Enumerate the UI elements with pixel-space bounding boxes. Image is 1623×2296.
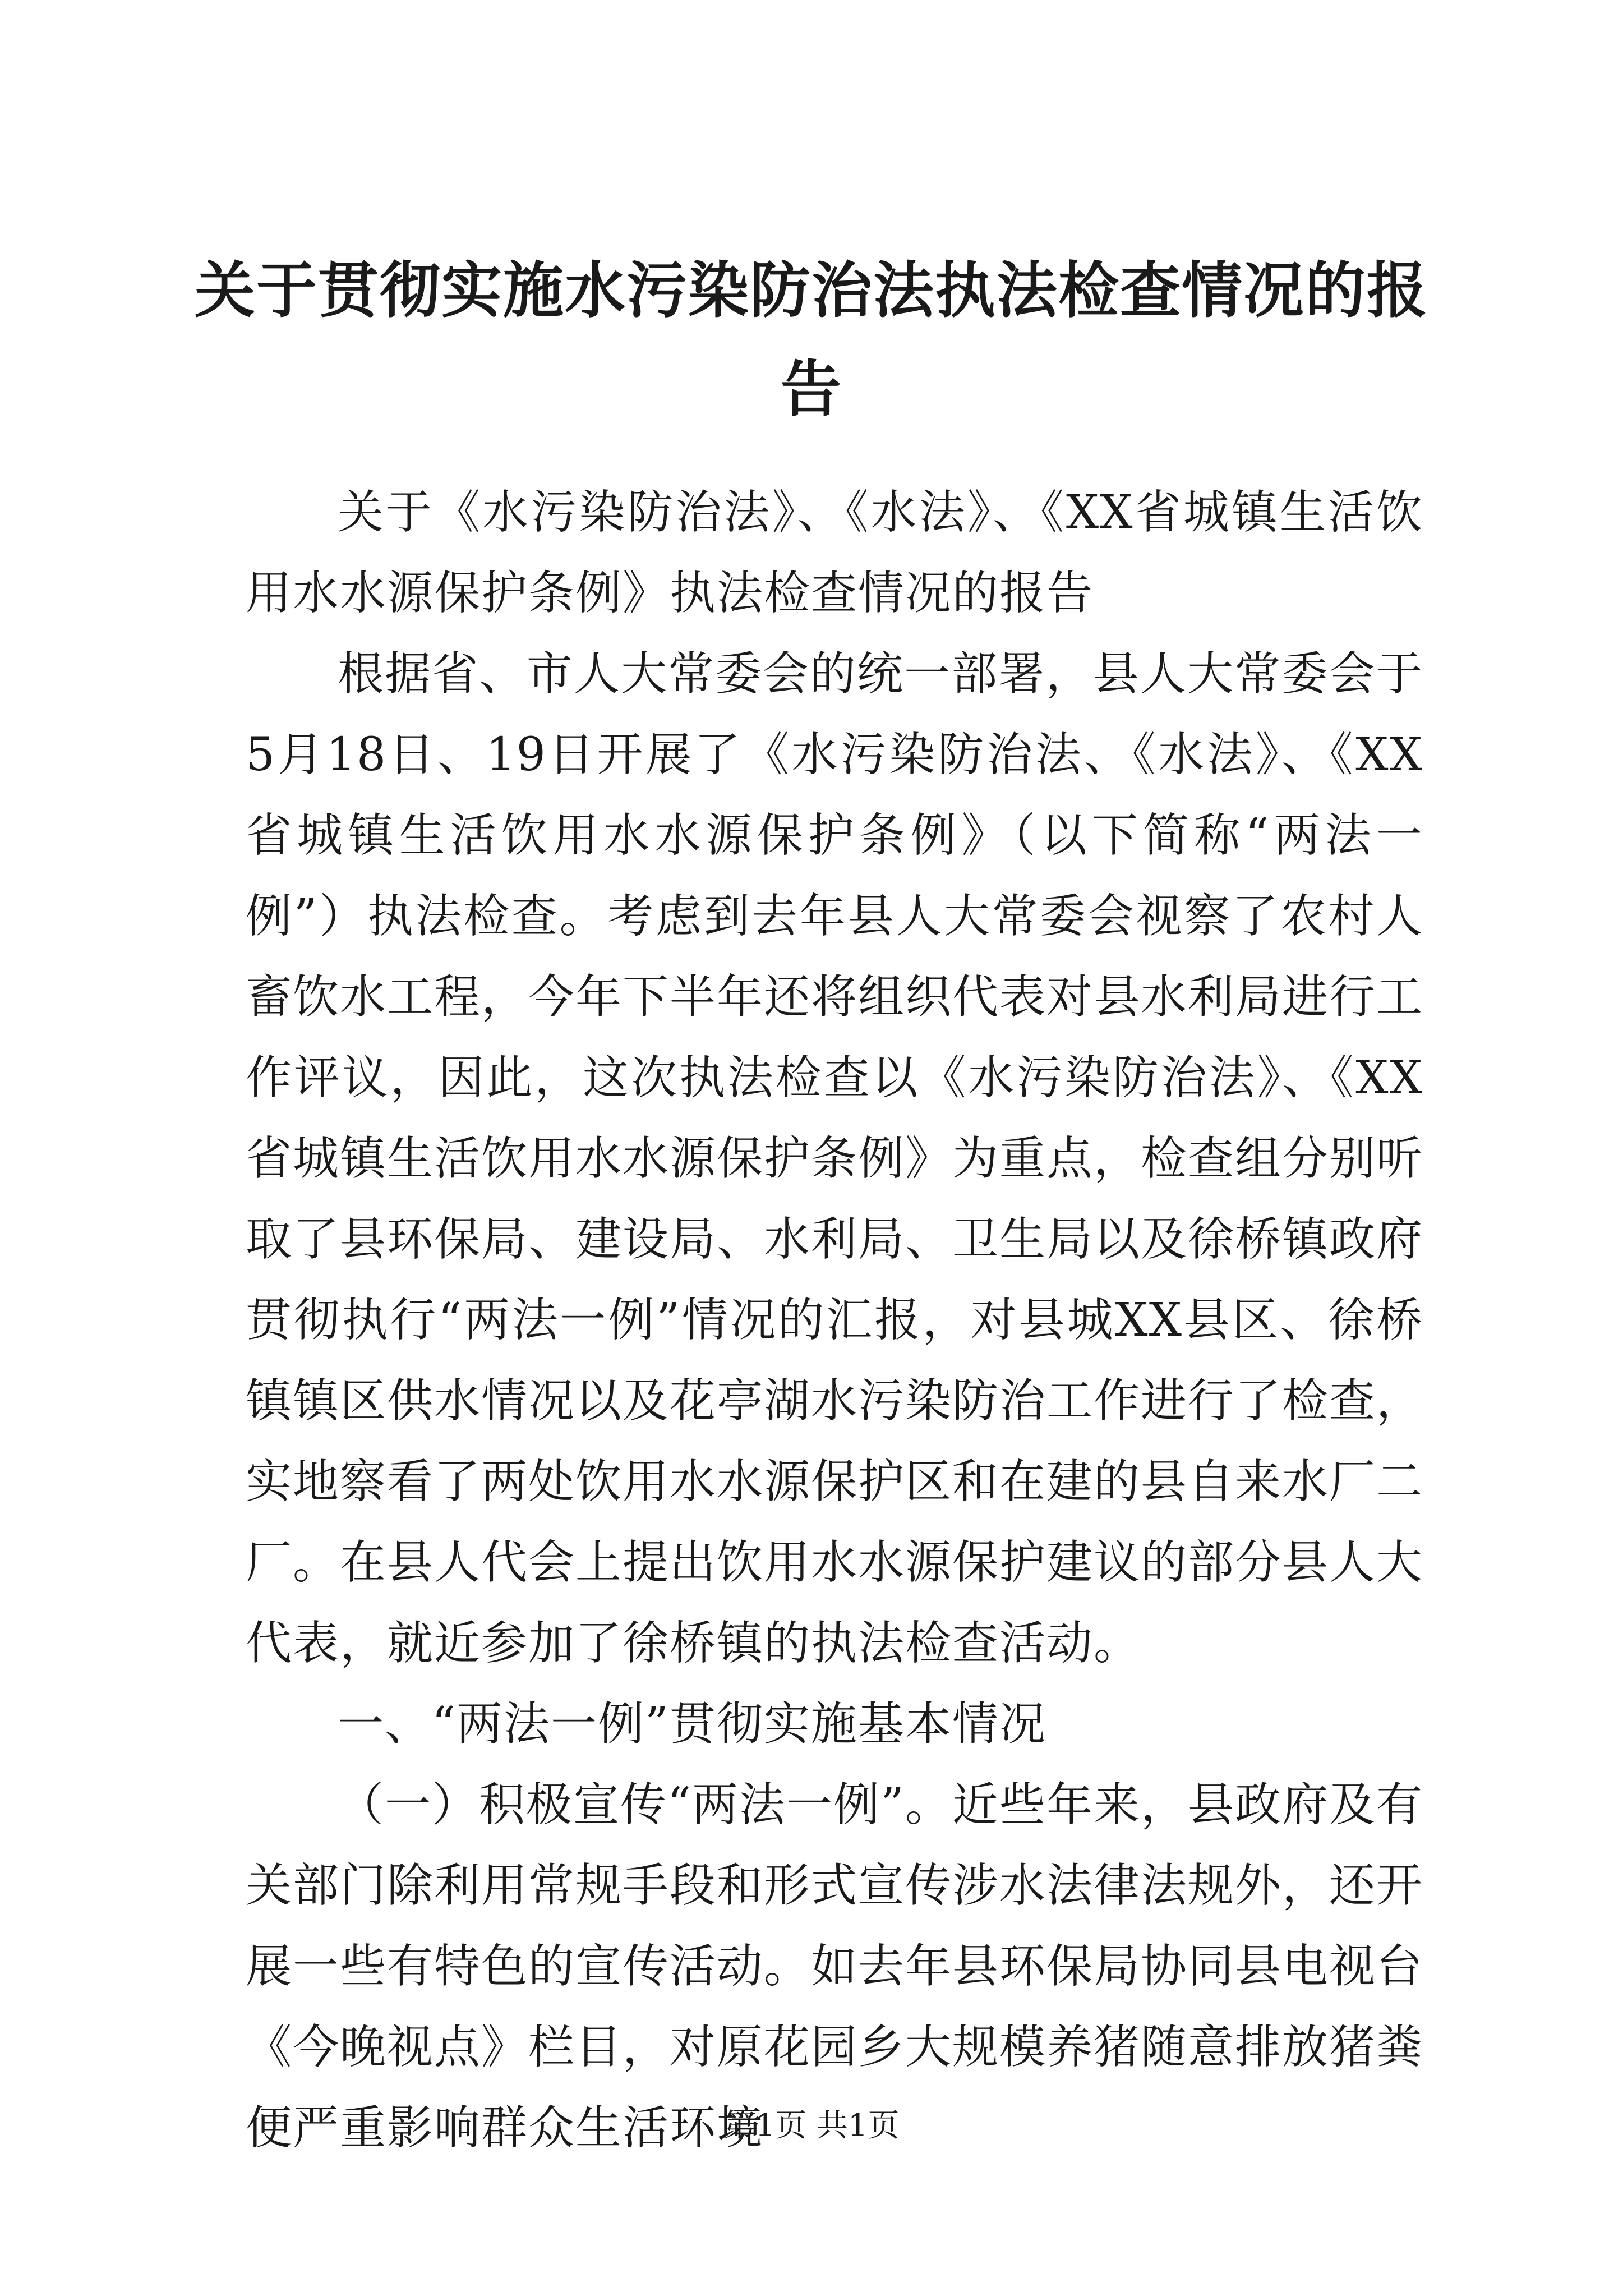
paragraph-report-heading: 关于《水污染防治法》、《水法》、《XX省城镇生活饮用水水源保护条例》执法检查情况的报告	[246, 486, 1423, 620]
page-footer	[0, 2104, 1623, 2148]
page-number-label: 第1页 共1页	[723, 2108, 900, 2144]
document-body	[246, 472, 1423, 2169]
document-title: 关于贯彻实施水污染防治法执法检查情况的报告	[194, 255, 1428, 425]
section-heading-basic-situation: 一、“两法一例”贯彻实施基本情况	[338, 1697, 1046, 1751]
paragraph-overview: 根据省、市人大常委会的统一部署，县人大常委会于5月18日、19日开展了《水污染防治法、《水法》、《XX省城镇生活饮用水水源保护条例》（以下简称“两法一例”）执法检查。考虑到去年县人大常委会视察了农村人畜饮水工程，今年下半年还将组织代表对县水利局进行工作评议，因此，这次执法检查以《水污染防治法》、《XX省城镇生活饮用水水源保护条例》为重点，检查组分别听取了县环保局、建设局、水利局、卫生局以及徐桥镇政府贯彻执行“两法一例”情况的汇报，对县城XX县区、徐桥镇镇区供水情况以及花亭湖水污染防治工作进行了检查，实地察看了两处饮用水水源保护区和在建的县自来水厂二厂。在县人代会上提出饮用水水源保护建议的部分县人大代表，就近参加了徐桥镇的执法检查活动。	[246, 647, 1424, 1670]
paragraph-publicity: （一）积极宣传“两法一例”。近些年来，县政府及有关部门除利用常规手段和形式宣传涉水法律法规外，还开展一些有特色的宣传活动。如去年县环保局协同县电视台《今晚视点》栏目，对原花园乡大规模养猪随意排放猪粪便严重影响群众生活环境	[246, 1778, 1424, 2155]
